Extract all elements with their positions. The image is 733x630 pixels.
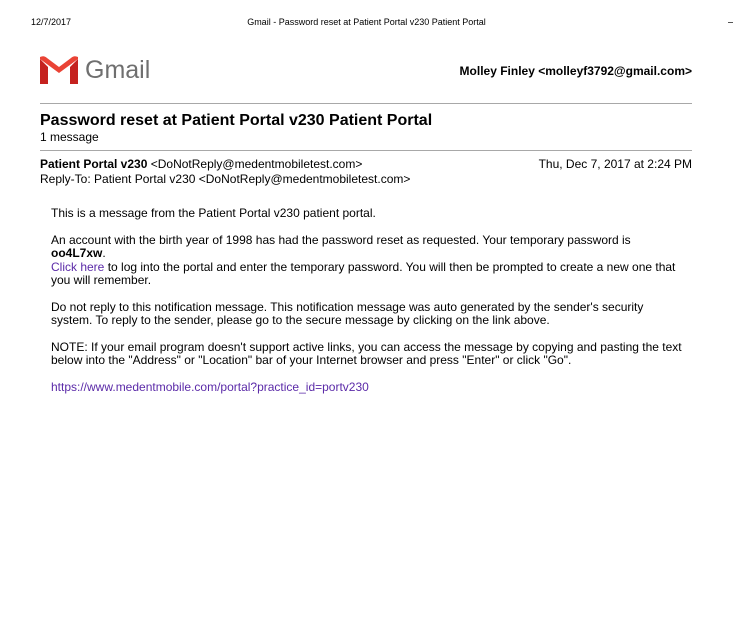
gmail-wordmark: Gmail bbox=[85, 56, 151, 84]
gmail-logo bbox=[40, 55, 150, 85]
password-text: An account with the birth year of 1998 has had the password reset as requested. Your temporary password is bbox=[51, 232, 631, 247]
subject-rule bbox=[40, 150, 692, 151]
print-date: 12/7/2017 bbox=[31, 17, 72, 27]
body-paragraph-password bbox=[51, 234, 687, 288]
header-divider bbox=[728, 22, 733, 23]
header-rule bbox=[40, 103, 692, 104]
reply-to-value: Patient Portal v230 <DoNotReply@medentmobiletest.com> bbox=[94, 172, 411, 186]
message-count: 1 message bbox=[40, 130, 99, 144]
sender-email: <DoNotReply@medentmobiletest.com> bbox=[150, 157, 363, 171]
portal-url-link[interactable]: https://www.medentmobile.com/portal?practice_id=portv230 bbox=[51, 379, 369, 394]
click-here-link[interactable]: Click here bbox=[51, 259, 105, 274]
account-name: Molley Finley <molleyf3792@gmail.com> bbox=[459, 64, 692, 78]
print-page-title: Gmail - Password reset at Patient Portal v230 Patient Portal bbox=[247, 17, 486, 27]
body-paragraph-note: NOTE: If your email program doesn't support active links, you can access the message by copying and pasting the text below into the "Address" or "Location" bar of your Internet browser and press "Enter" or click "Go". bbox=[51, 339, 682, 367]
sender-name: Patient Portal v230 bbox=[40, 157, 148, 171]
reply-to bbox=[40, 172, 410, 186]
body-paragraph-noreply: Do not reply to this notification message. This notification message was auto generated by the sender's security system. To reply to the sender, please go to the secure message by clicking on the link above. bbox=[51, 299, 644, 327]
gmail-m-icon bbox=[40, 56, 78, 84]
body-paragraph-intro: This is a message from the Patient Portal v230 patient portal. bbox=[51, 206, 376, 220]
temporary-password: oo4L7xw bbox=[51, 246, 103, 260]
message-date: Thu, Dec 7, 2017 at 2:24 PM bbox=[538, 157, 692, 171]
login-instructions: to log into the portal and enter the temporary password. You will then be prompted to create a new one that you will remember. bbox=[51, 259, 676, 287]
message-body bbox=[51, 207, 687, 407]
sender bbox=[40, 157, 362, 171]
password-text-end: . bbox=[102, 246, 106, 260]
reply-to-label: Reply-To: bbox=[40, 172, 91, 186]
email-subject: Password reset at Patient Portal v230 Patient Portal bbox=[40, 112, 433, 129]
